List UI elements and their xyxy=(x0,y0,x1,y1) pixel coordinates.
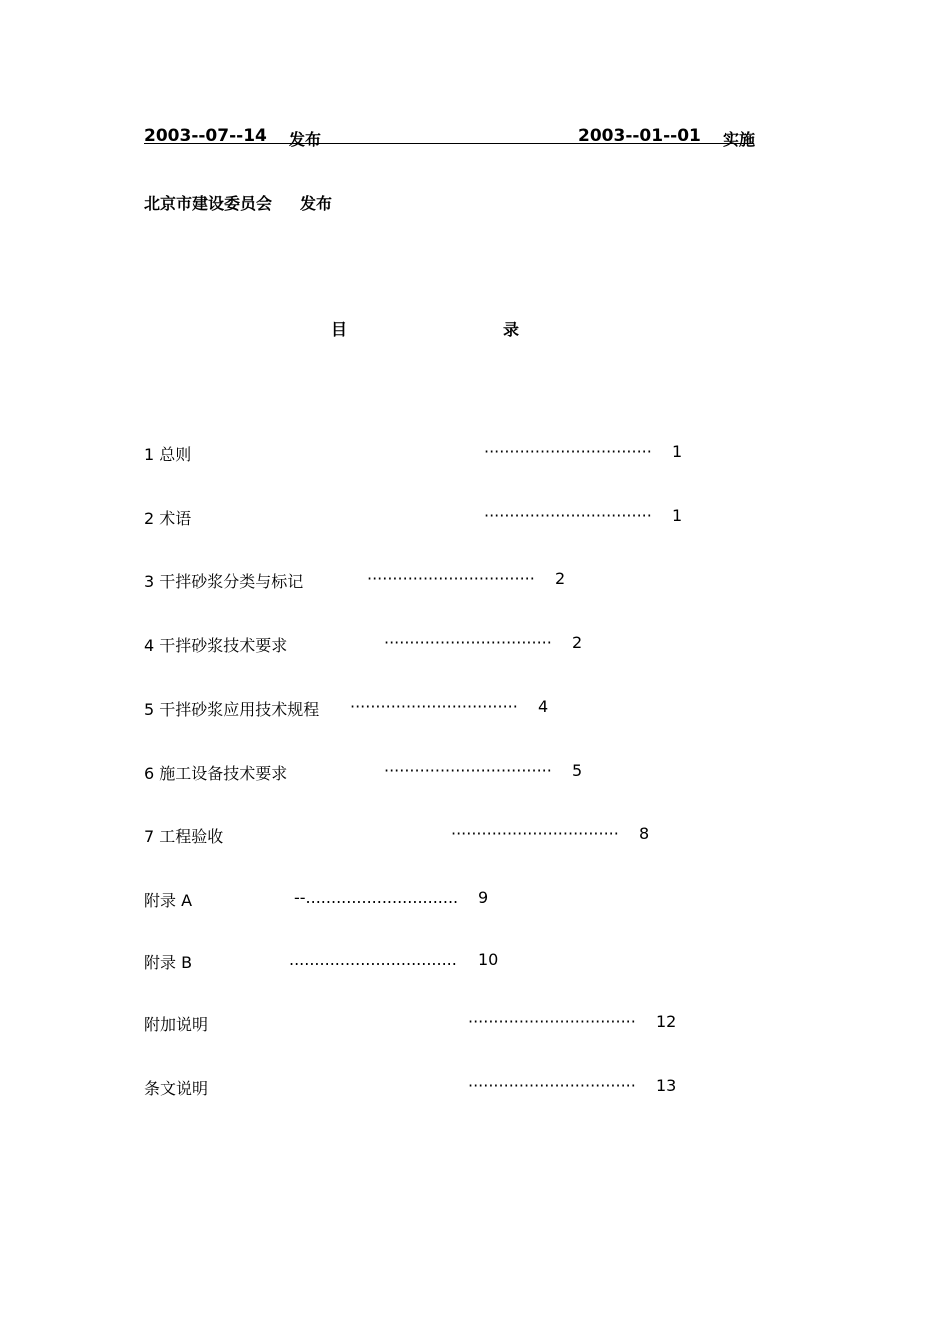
toc-entry-label: 5 干拌砂浆应用技术规程 xyxy=(144,700,320,719)
toc-entry-label: 1 总则 xyxy=(144,445,192,464)
effective-label: 实施 xyxy=(723,130,756,149)
toc-entry-label: 附加说明 xyxy=(144,1015,209,1034)
toc-entry-leader: ································· xyxy=(468,1076,636,1095)
header-underline xyxy=(144,143,754,144)
publish-date: 2003--07--14 xyxy=(144,126,267,146)
toc-entry-label: 3 干拌砂浆分类与标记 xyxy=(144,572,304,591)
toc-entry-label: 附录 B xyxy=(144,953,193,972)
toc-title-right: 录 xyxy=(503,320,520,339)
toc-entry-label: 2 术语 xyxy=(144,509,192,528)
toc-entry-leader: ································· xyxy=(384,633,552,652)
toc-entry-page: 2 xyxy=(572,633,583,652)
toc-entry-leader: ································· xyxy=(384,761,552,780)
toc-entry-leader: ································· xyxy=(350,697,518,716)
toc-entry-page: 9 xyxy=(478,888,489,907)
toc-entry-page: 4 xyxy=(538,697,549,716)
toc-entry-leader: ································· xyxy=(367,569,535,588)
toc-entry-leader: ································· xyxy=(484,442,652,461)
toc-entry-page: 12 xyxy=(656,1012,677,1031)
toc-entry-leader: ................................. xyxy=(289,950,457,969)
toc-entry-label: 6 施工设备技术要求 xyxy=(144,764,288,783)
toc-entry-page: 5 xyxy=(572,761,583,780)
toc-entry-leader: ································· xyxy=(484,506,652,525)
publish-label: 发布 xyxy=(289,130,322,149)
toc-title-left: 目 xyxy=(331,320,348,339)
toc-entry-page: 13 xyxy=(656,1076,677,1095)
effective-date: 2003--01--01 xyxy=(578,126,701,146)
toc-entry-label: 7 工程验收 xyxy=(144,827,224,846)
issuer-name: 北京市建设委员会 xyxy=(144,194,273,213)
toc-entry-label: 附录 A xyxy=(144,891,193,910)
toc-entry-leader: ································· xyxy=(468,1012,636,1031)
toc-entry-label: 条文说明 xyxy=(144,1079,209,1098)
toc-entry-page: 10 xyxy=(478,950,499,969)
toc-entry-leader: ································· xyxy=(451,824,619,843)
issuer-action: 发布 xyxy=(300,194,333,213)
toc-entry-page: 8 xyxy=(639,824,650,843)
toc-entry-page: 2 xyxy=(555,569,566,588)
toc-entry-page: 1 xyxy=(672,506,683,525)
toc-entry-label: 4 干拌砂浆技术要求 xyxy=(144,636,288,655)
toc-entry-leader: --.............................. xyxy=(294,888,459,907)
toc-entry-page: 1 xyxy=(672,442,683,461)
